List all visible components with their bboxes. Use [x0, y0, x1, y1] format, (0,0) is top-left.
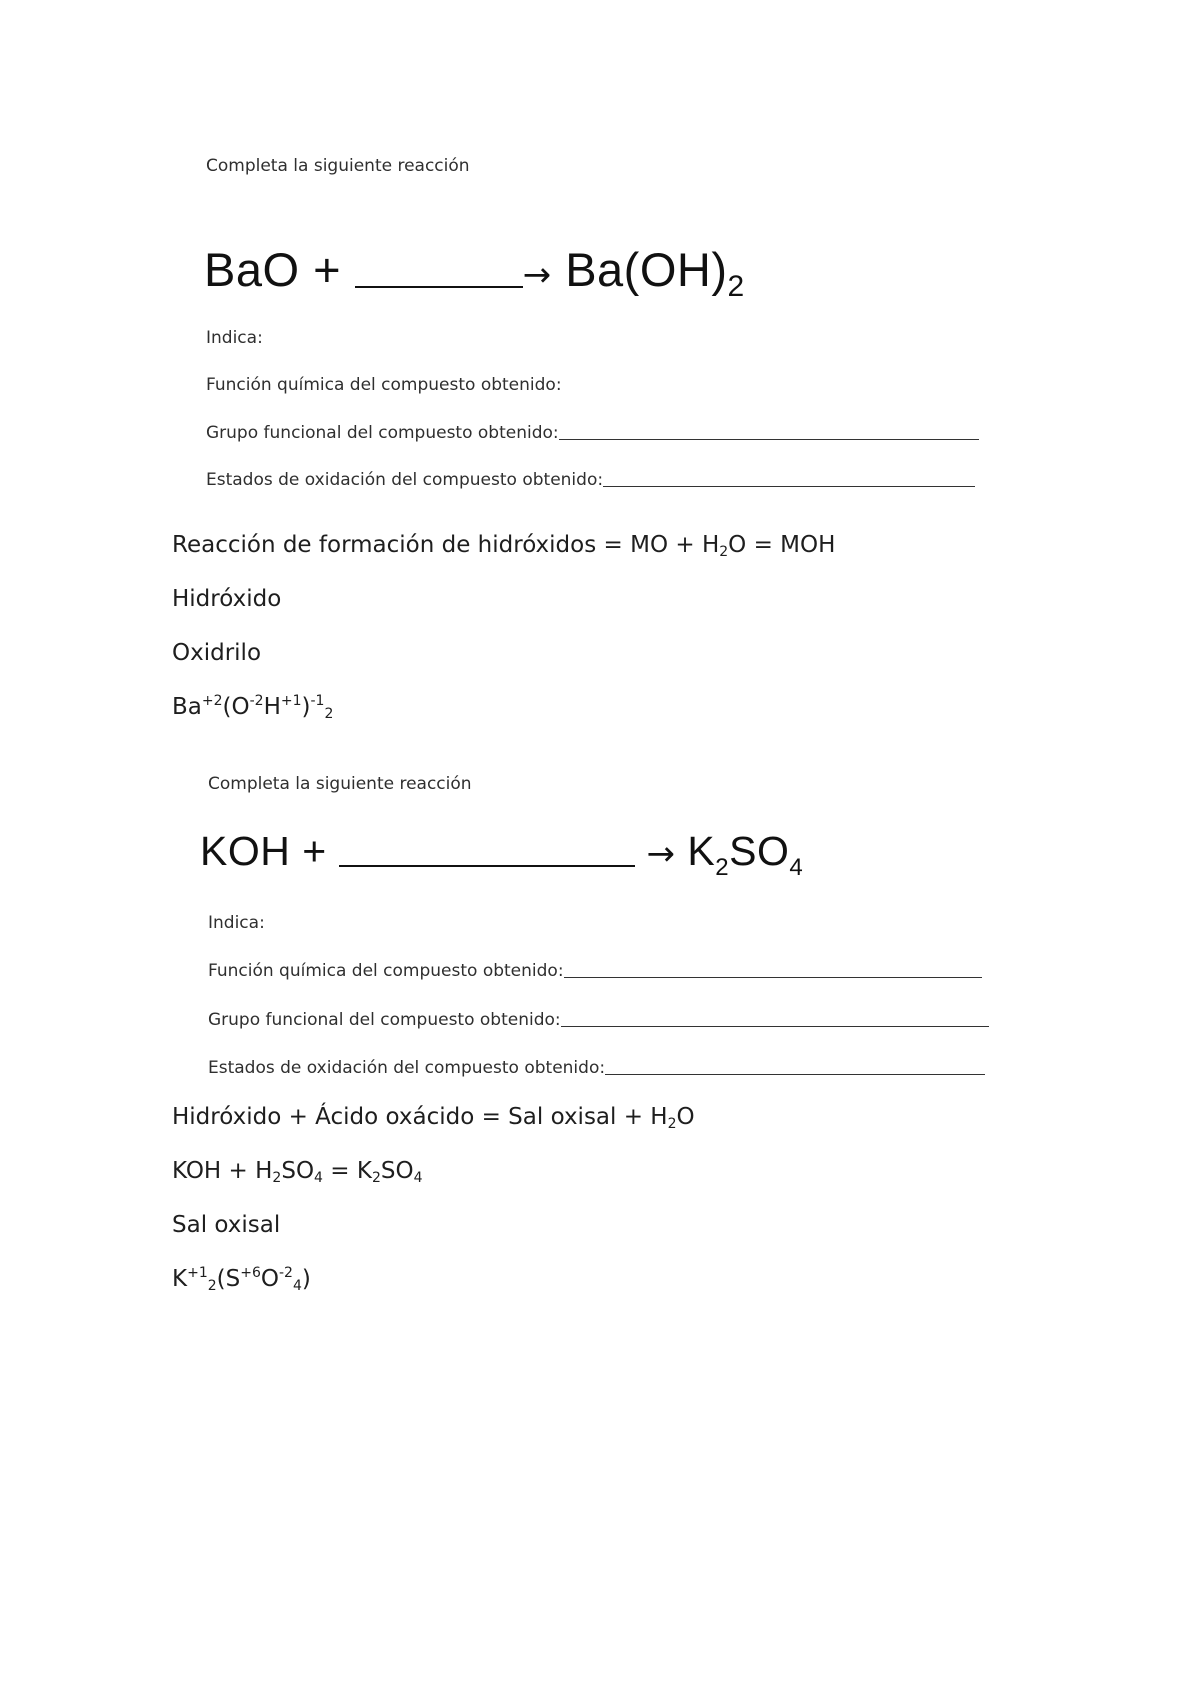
text-segment: SO [281, 1158, 315, 1184]
question-3-label: Estados de oxidación del compuesto obtenido: [206, 470, 604, 490]
exercise-2-prompt: Indica: [208, 913, 265, 933]
answer-line [561, 1026, 989, 1027]
superscript: +6 [240, 1265, 261, 1281]
text-segment: SO [380, 1158, 414, 1184]
text-segment: O [676, 1104, 695, 1130]
exercise-2-image [170, 740, 1040, 1080]
superscript: +2 [201, 693, 223, 709]
equation-product: Ba(OH) [565, 243, 728, 296]
answer-1-oxidation-states [172, 694, 333, 720]
answer-2-oxidation-states [172, 1266, 311, 1292]
equation-subscript: 4 [789, 854, 804, 881]
exercise-2-question-2 [208, 1010, 989, 1030]
arrow-icon: → [522, 255, 552, 295]
question-1-label: Función química del compuesto obtenido: [208, 961, 564, 981]
answer-1-reaction [172, 532, 835, 558]
arrow-icon: → [646, 834, 676, 874]
subscript: 2 [207, 1278, 217, 1294]
subscript: 2 [324, 706, 334, 722]
exercise-2-question-1 [208, 961, 982, 981]
text-segment: (S [216, 1266, 241, 1292]
text-segment: O [260, 1266, 279, 1292]
superscript: -2 [278, 1265, 293, 1281]
exercise-1-question-3 [206, 470, 975, 490]
subscript: 2 [371, 1170, 381, 1186]
exercise-2-question-3 [208, 1058, 985, 1078]
exercise-1-prompt: Indica: [206, 328, 263, 348]
subscript: 2 [667, 1116, 677, 1132]
answer-line [559, 439, 979, 440]
equation-reactant: KOH + [200, 828, 327, 874]
exercise-1-instruction: Completa la siguiente reacción [206, 156, 470, 176]
exercise-2-equation [200, 828, 804, 881]
answer-line [564, 977, 982, 978]
superscript: -2 [249, 693, 264, 709]
text-segment: Hidróxido + Ácido oxácido = Sal oxisal + H [172, 1104, 668, 1130]
question-2-label: Grupo funcional del compuesto obtenido: [208, 1010, 561, 1030]
question-1-label: Función química del compuesto obtenido: [206, 375, 562, 395]
subscript: 2 [719, 544, 729, 560]
text-segment: O = MOH [728, 532, 836, 558]
text-segment: Reacción de formación de hidróxidos = MO + H [172, 532, 720, 558]
equation-product-k: K [687, 828, 716, 874]
answer-line [605, 1074, 985, 1075]
answer-2-equation [172, 1158, 423, 1184]
subscript: 4 [413, 1170, 423, 1186]
equation-reactant: BaO + [204, 243, 342, 296]
subscript: 2 [272, 1170, 282, 1186]
answer-1-function: Hidróxido [172, 586, 282, 612]
text-segment: K [172, 1266, 188, 1292]
subscript: 4 [314, 1170, 323, 1186]
text-segment: KOH + H [172, 1158, 273, 1184]
text-segment: ) [301, 1266, 311, 1292]
answer-1-group: Oxidrilo [172, 640, 262, 666]
text-segment: ) [301, 694, 311, 720]
exercise-1-question-1 [206, 375, 562, 395]
exercise-1-equation [204, 242, 745, 303]
answer-2-reaction [172, 1104, 695, 1130]
equation-blank [339, 865, 635, 867]
equation-subscript: 2 [715, 854, 730, 881]
superscript: -1 [310, 693, 325, 709]
exercise-1-image [170, 140, 1030, 512]
exercise-1-question-2 [206, 423, 979, 443]
exercise-2-instruction: Completa la siguiente reacción [208, 774, 472, 794]
text-segment: (O [222, 694, 250, 720]
text-segment: Ba [172, 694, 202, 720]
question-2-label: Grupo funcional del compuesto obtenido: [206, 423, 559, 443]
subscript: 4 [292, 1278, 302, 1294]
text-segment: H [263, 694, 281, 720]
superscript: +1 [187, 1265, 208, 1281]
superscript: +1 [280, 693, 302, 709]
equation-blank [355, 286, 523, 288]
question-3-label: Estados de oxidación del compuesto obtenido: [208, 1058, 606, 1078]
answer-2-function: Sal oxisal [172, 1212, 281, 1238]
answer-line [603, 486, 975, 487]
text-segment: = K [322, 1158, 372, 1184]
equation-product-so: SO [729, 828, 790, 874]
equation-product-subscript: 2 [727, 270, 745, 303]
